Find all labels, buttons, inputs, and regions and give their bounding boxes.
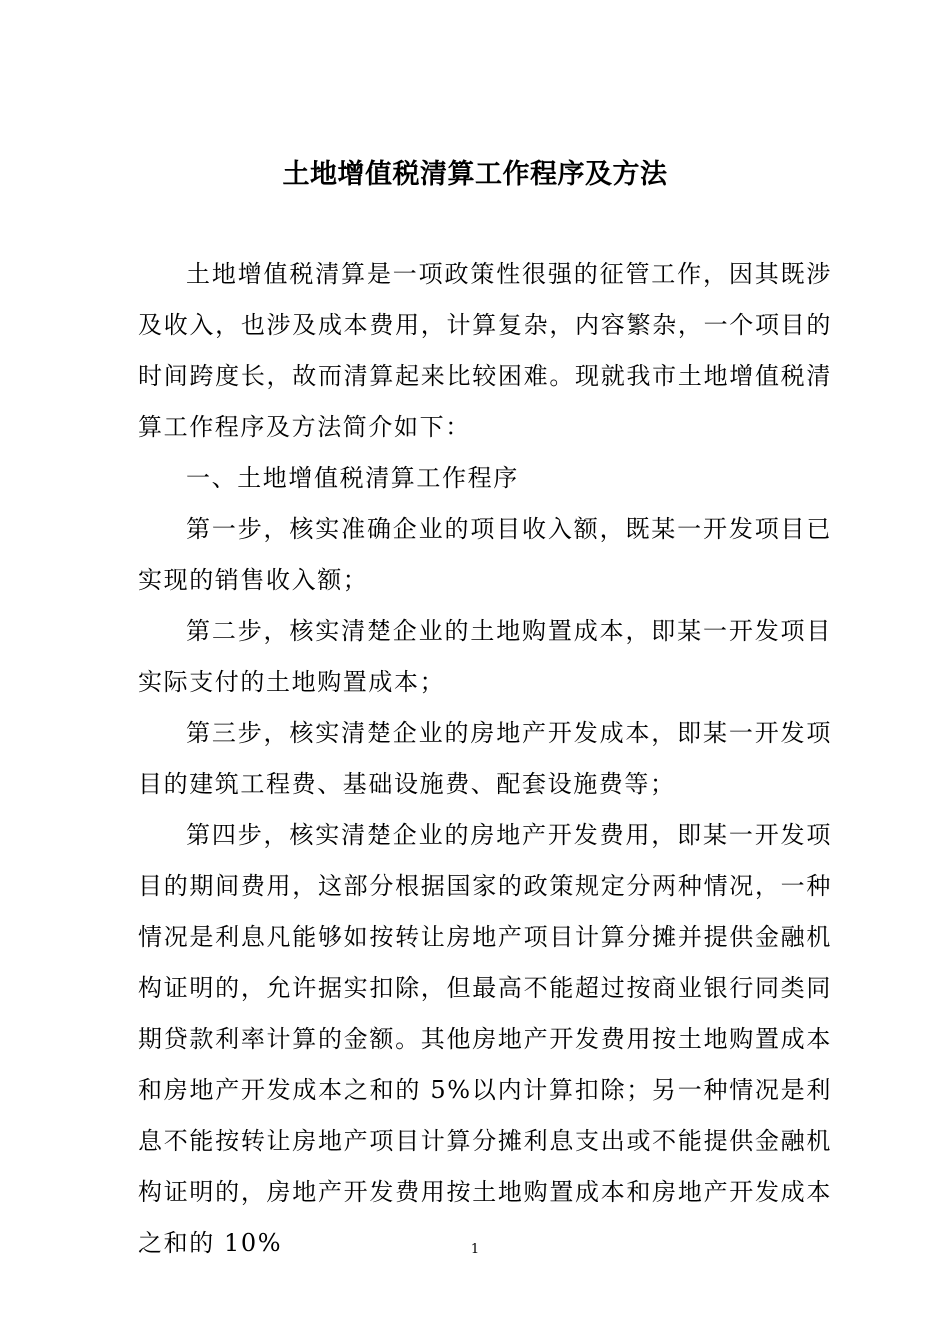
document-title: 土地增值税清算工作程序及方法 xyxy=(282,159,668,190)
paragraph-intro: 土地增值税清算是一项政策性很强的征管工作，因其既涉及收入，也涉及成本费用，计算复杂，内容繁杂，一个项目的时间跨度长，故而清算起来比较困难。现就我市土地增值税清算工作程序及方法简介如下： xyxy=(138,260,832,441)
document-body xyxy=(138,249,832,1269)
page-number: 1 xyxy=(470,1242,480,1257)
paragraph-step-1: 第一步，核实准确企业的项目收入额，既某一开发项目已实现的销售收入额； xyxy=(138,515,832,594)
paragraph-step-2: 第二步，核实清楚企业的土地购置成本，即某一开发项目实际支付的土地购置成本； xyxy=(138,617,832,696)
section-heading-procedure: 一、土地增值税清算工作程序 xyxy=(186,464,519,492)
paragraph-step-4: 第四步，核实清楚企业的房地产开发费用，即某一开发项目的期间费用，这部分根据国家的政策规定分两种情况，一种情况是利息凡能够如按转让房地产项目计算分摊并提供金融机构证明的，允许据实扣除，但最高不能超过按商业银行同类同期贷款利率计算的金额。其他房地产开发费用按土地购置成本和房地产开发成本之和的 5%以内计算扣除；另一种情况是利息不能按转让房地产项目计算分摊利息支出或不能提供金融机构证明的，房地产开发费用按土地购置成本和房地产开发成本之和的 10% xyxy=(138,821,832,1257)
paragraph-step-3: 第三步，核实清楚企业的房地产开发成本，即某一开发项目的建筑工程费、基础设施费、配套设施费等； xyxy=(138,719,832,798)
